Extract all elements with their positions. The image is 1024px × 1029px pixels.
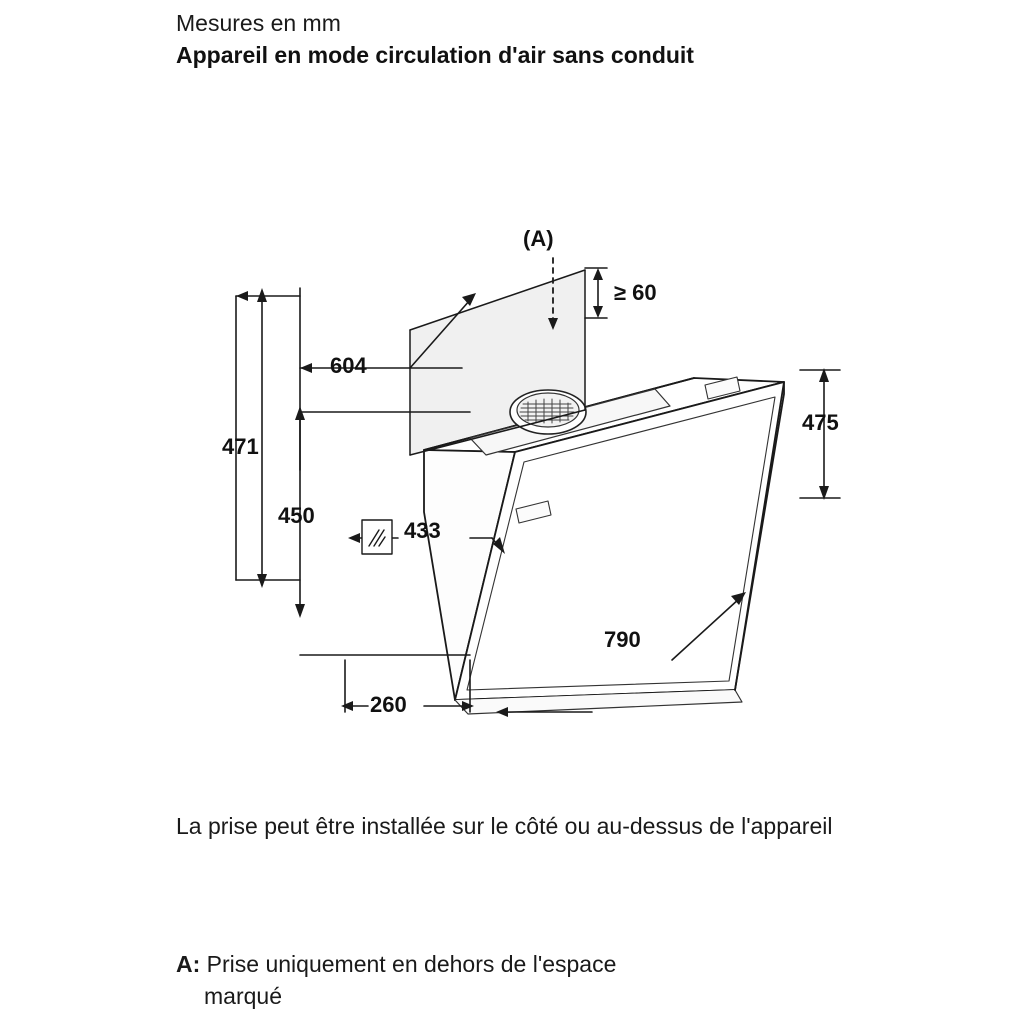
dimension-260: 260 <box>370 692 407 717</box>
dimension-min60: ≥ 60 <box>614 280 657 305</box>
legend-a <box>176 948 936 1012</box>
dimension-604: 604 <box>330 353 367 378</box>
callout-a-label: (A) <box>523 226 554 251</box>
dimension-450: 450 <box>278 503 315 528</box>
header-subtitle: Mesures en mm <box>176 10 341 36</box>
legend-key: A: <box>176 951 201 977</box>
legend-text-line2: marqué <box>204 983 282 1009</box>
socket-note: La prise peut être installée sur le côté ou au-dessus de l'appareil <box>176 813 833 839</box>
dimension-475: 475 <box>802 410 839 435</box>
dimension-433: 433 <box>404 518 441 543</box>
dimension-790: 790 <box>604 627 641 652</box>
page-title: Appareil en mode circulation d'air sans conduit <box>176 42 694 68</box>
dimension-471: 471 <box>222 434 259 459</box>
legend-text: Prise uniquement en dehors de l'espace <box>200 951 617 977</box>
